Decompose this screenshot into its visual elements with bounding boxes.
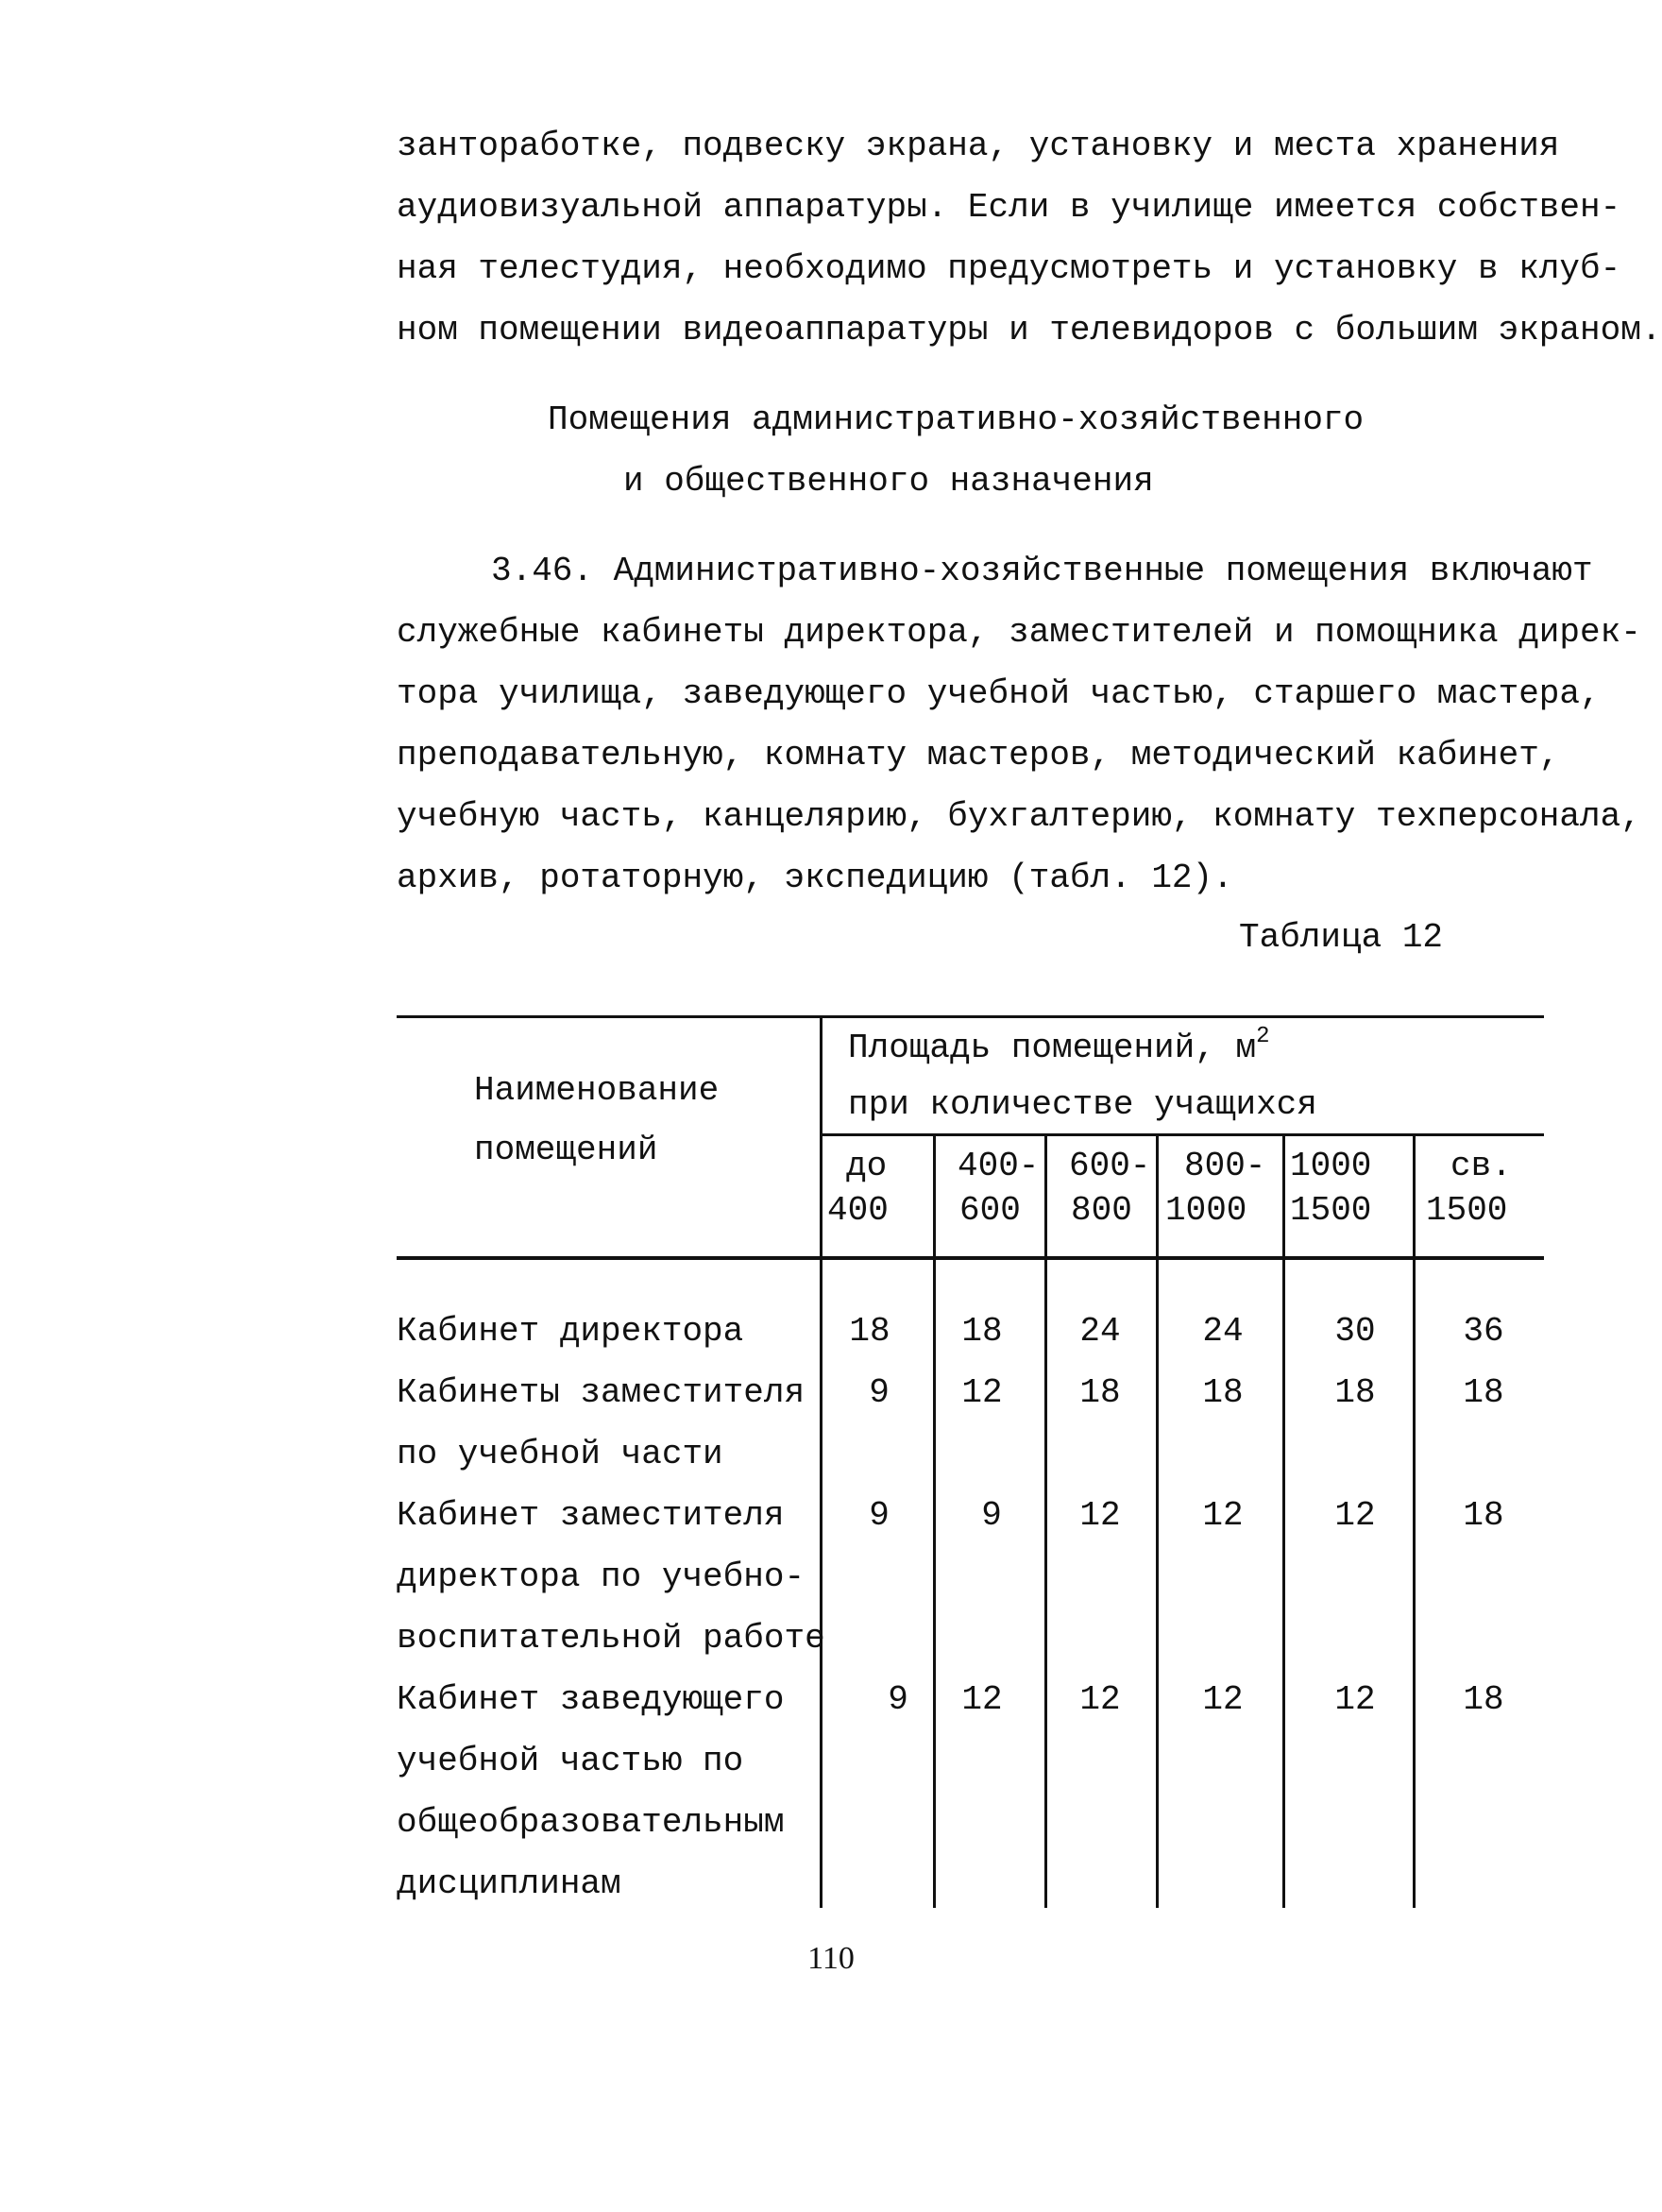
table-col-divider xyxy=(1156,1133,1159,1908)
row-name-line: воспитательной работе xyxy=(397,1619,825,1658)
intro-line-3: ная телестудия, необходимо предусмотреть и установку в клуб- xyxy=(397,249,1621,288)
table-caption: Таблица 12 xyxy=(1239,918,1444,957)
table-cell-value: 9 xyxy=(888,1680,908,1719)
unit-superscript: 2 xyxy=(1256,1024,1270,1049)
section-heading-line-1: Помещения административно-хозяйственного xyxy=(548,400,1365,439)
table-cell-value: 18 xyxy=(849,1312,890,1351)
table-cell-value: 36 xyxy=(1463,1312,1504,1351)
row-name-line: по учебной части xyxy=(397,1435,723,1473)
para346-line-6: архив, ротаторную, экспедицию (табл. 12). xyxy=(397,859,1233,897)
table-col-header-top: до xyxy=(846,1147,888,1185)
row-name-line: Кабинет заведующего xyxy=(397,1680,785,1719)
section-heading-line-2: и общественного назначения xyxy=(623,462,1154,501)
intro-line-1: зантоработке, подвеску экрана, установку и места хранения xyxy=(397,127,1560,165)
row-name-line: общеобразовательным xyxy=(397,1803,785,1842)
table-cell-value: 9 xyxy=(869,1496,890,1535)
table-col-header-bottom: 1500 xyxy=(1426,1191,1508,1230)
row-name-line: Кабинет заместителя xyxy=(397,1496,785,1535)
table-cell-value: 12 xyxy=(1202,1496,1244,1535)
table-cell-value: 12 xyxy=(1079,1496,1121,1535)
table-header-name-line-1: Наименование xyxy=(474,1071,720,1110)
table-cell-value: 24 xyxy=(1202,1312,1244,1351)
table-col-header-bottom: 1500 xyxy=(1290,1191,1372,1230)
table-col-header-top: 400- xyxy=(958,1147,1040,1185)
table-cell-value: 18 xyxy=(1079,1373,1121,1412)
intro-line-2: аудиовизуальной аппаратуры. Если в училище имеется собствен- xyxy=(397,188,1621,227)
table-col-divider xyxy=(1282,1133,1285,1908)
table-col-header-top: 600- xyxy=(1069,1147,1151,1185)
table-cell-value: 12 xyxy=(1079,1680,1121,1719)
table-cell-value: 18 xyxy=(961,1312,1003,1351)
table-col-header-bottom: 600 xyxy=(959,1191,1021,1230)
table-col-header-top: 800- xyxy=(1184,1147,1266,1185)
row-name-line: Кабинеты заместителя xyxy=(397,1373,806,1412)
page-number: 110 xyxy=(807,1941,855,1976)
table-cell-value: 9 xyxy=(869,1373,890,1412)
row-name-line: дисциплинам xyxy=(397,1864,621,1903)
table-cell-value: 18 xyxy=(1463,1496,1504,1535)
row-name-line: директора по учебно- xyxy=(397,1557,806,1596)
para346-line-5: учебную часть, канцелярию, бухгалтерию, комнату техперсонала, xyxy=(397,797,1641,836)
table-cell-value: 18 xyxy=(1463,1680,1504,1719)
table-header-area-line-2: при количестве учащихся xyxy=(848,1085,1317,1124)
table-cell-value: 30 xyxy=(1334,1312,1376,1351)
table-cell-value: 12 xyxy=(1202,1680,1244,1719)
table-cell-value: 18 xyxy=(1463,1373,1504,1412)
row-name-line: учебной частью по xyxy=(397,1742,744,1780)
table-top-rule xyxy=(397,1015,1544,1018)
intro-line-4: ном помещении видеоаппаратуры и телевидоров с большим экраном. xyxy=(397,311,1662,349)
table-col-header-top: 1000 xyxy=(1290,1147,1372,1185)
table-cell-value: 12 xyxy=(961,1680,1003,1719)
table-header-area-line-1: Площадь помещений, $м^2$ xyxy=(848,1024,1270,1067)
para346-line-4: преподавательную, комнату мастеров, методический кабинет, xyxy=(397,736,1560,774)
para346-line-3: тора училища, заведующего учебной частью, старшего мастера, xyxy=(397,674,1601,713)
table-subheader-rule xyxy=(822,1133,1544,1136)
table-col-header-bottom: 400 xyxy=(827,1191,889,1230)
table-cell-value: 18 xyxy=(1202,1373,1244,1412)
table-cell-value: 12 xyxy=(1334,1496,1376,1535)
table-cell-value: 24 xyxy=(1079,1312,1121,1351)
table-header-rule xyxy=(397,1256,1544,1260)
table-cell-value: 12 xyxy=(1334,1680,1376,1719)
table-col-header-top: св. xyxy=(1450,1147,1512,1185)
row-name-line: Кабинет директора xyxy=(397,1312,744,1351)
para346-line-1: 3.46. Административно-хозяйственные помещения включают xyxy=(491,552,1593,590)
table-col-header-bottom: 800 xyxy=(1071,1191,1132,1230)
table-cell-value: 18 xyxy=(1334,1373,1376,1412)
table-col-divider xyxy=(933,1133,936,1908)
table-col-divider xyxy=(1413,1133,1416,1908)
table-cell-value: 9 xyxy=(981,1496,1002,1535)
table-header-name-line-2: помещений xyxy=(474,1131,658,1169)
para346-line-2: служебные кабинеты директора, заместителей и помощника дирек- xyxy=(397,613,1641,652)
table-col-divider xyxy=(820,1015,823,1908)
table-col-header-bottom: 1000 xyxy=(1165,1191,1247,1230)
table-col-divider xyxy=(1044,1133,1047,1908)
table-cell-value: 12 xyxy=(961,1373,1003,1412)
